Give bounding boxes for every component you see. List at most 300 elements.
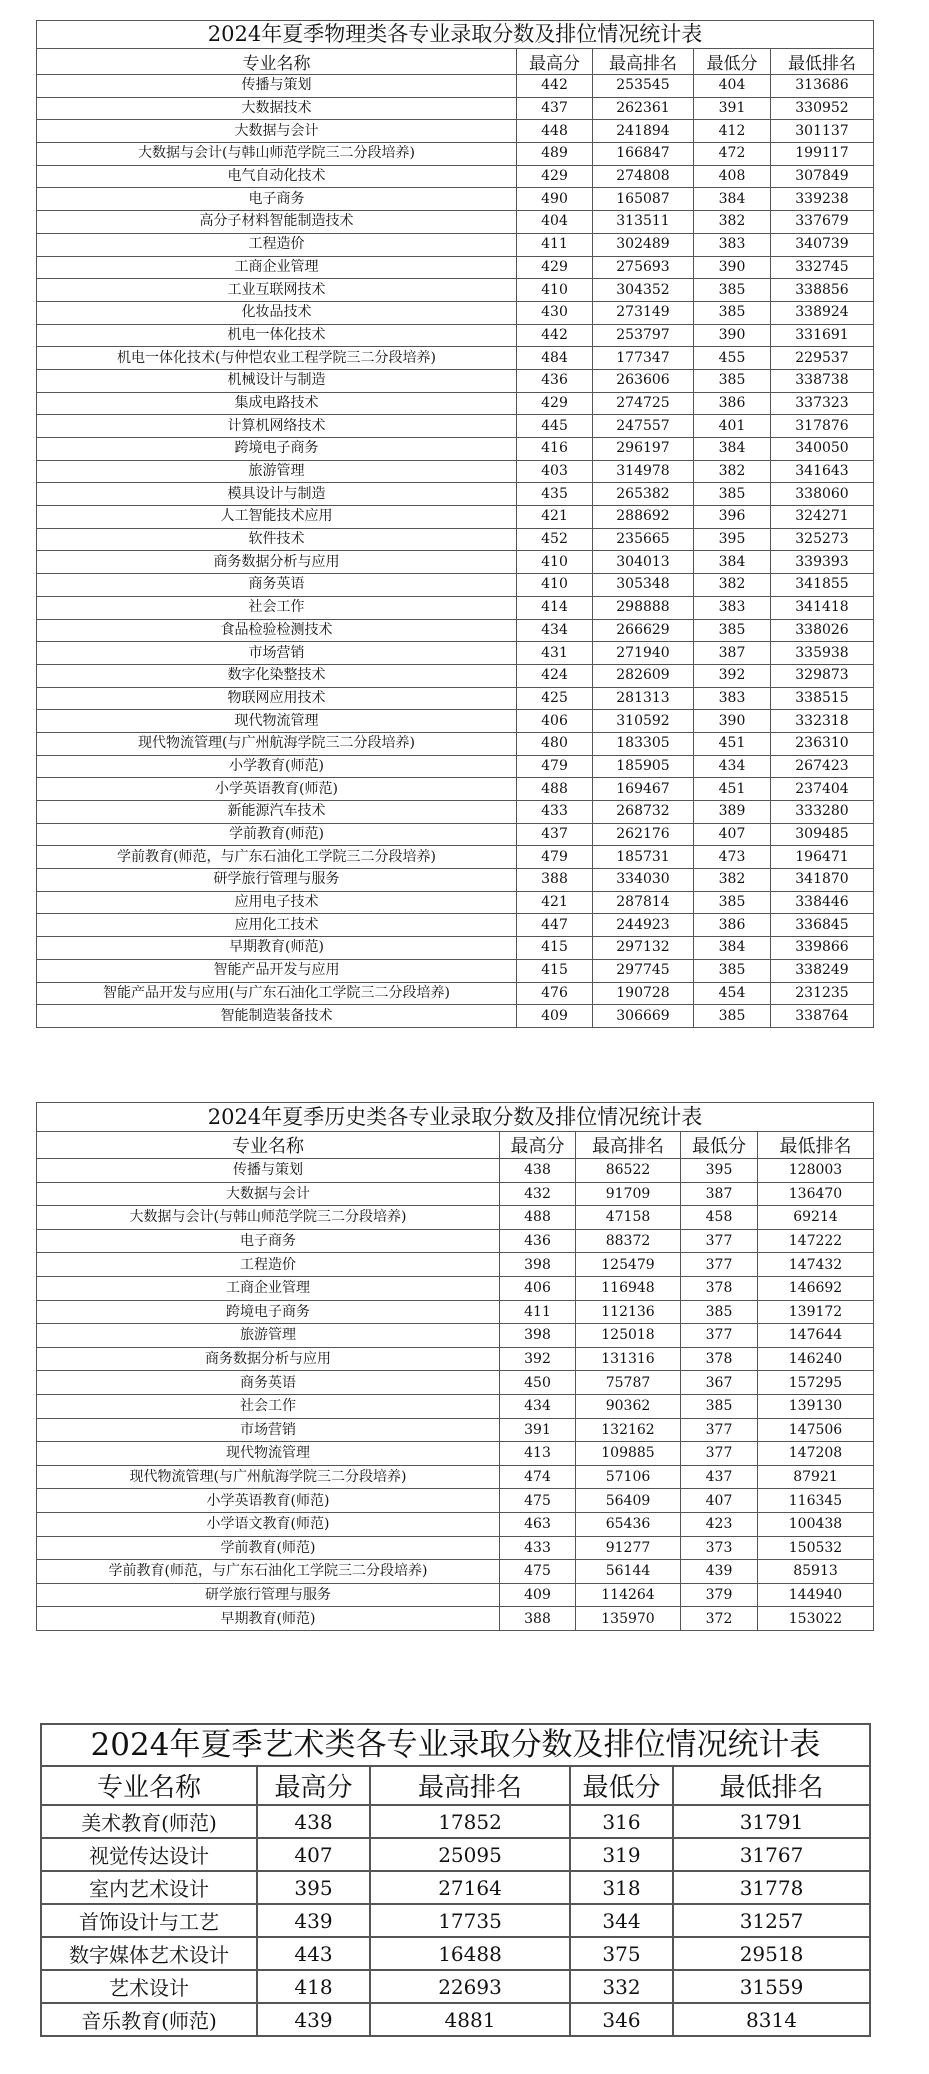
cell-min-rank: 157295 (758, 1371, 874, 1395)
cell-major: 学前教育(师范) (37, 823, 517, 846)
table-row (41, 1805, 870, 1838)
cell-min-score: 382 (694, 211, 771, 234)
cell-major: 社会工作 (37, 596, 517, 619)
cell-max-score: 410 (517, 279, 593, 302)
cell-min-rank: 116345 (758, 1489, 874, 1513)
cell-max-score: 429 (517, 165, 593, 188)
table-row (37, 483, 874, 506)
cell-max-rank: 273149 (593, 301, 694, 324)
table-row (37, 1347, 874, 1371)
cell-min-score: 384 (694, 188, 771, 211)
cell-min-score: 473 (694, 846, 771, 869)
cell-major: 智能产品开发与应用 (37, 959, 517, 982)
cell-max-rank: 131316 (576, 1347, 681, 1371)
table-row (41, 1937, 870, 1970)
cell-min-rank: 196471 (771, 846, 874, 869)
cell-max-score: 438 (500, 1159, 576, 1183)
cell-min-score: 383 (694, 596, 771, 619)
cell-max-rank: 268732 (593, 801, 694, 824)
cell-min-score: 373 (681, 1536, 758, 1560)
cell-max-score: 463 (500, 1512, 576, 1536)
cell-min-rank: 338515 (771, 687, 874, 710)
cell-major: 大数据与会计 (37, 1182, 500, 1206)
cell-max-score: 411 (517, 233, 593, 256)
cell-min-score: 451 (694, 778, 771, 801)
cell-min-score: 385 (694, 301, 771, 324)
cell-max-rank: 262361 (593, 97, 694, 120)
cell-max-score: 388 (500, 1607, 576, 1631)
cell-major: 食品检验检测技术 (37, 619, 517, 642)
cell-max-rank: 135970 (576, 1607, 681, 1631)
table-row (37, 846, 874, 869)
cell-min-rank: 31767 (673, 1838, 870, 1871)
cell-major: 商务英语 (37, 574, 517, 597)
cell-major: 大数据与会计(与韩山师范学院三二分段培养) (37, 1206, 500, 1230)
cell-min-rank: 338764 (771, 1005, 874, 1028)
cell-min-score: 367 (681, 1371, 758, 1395)
cell-min-score: 375 (570, 1937, 673, 1970)
cell-max-rank: 274808 (593, 165, 694, 188)
cell-min-score: 390 (694, 324, 771, 347)
cell-major: 智能制造装备技术 (37, 1005, 517, 1028)
table-row (37, 301, 874, 324)
cell-min-score: 401 (694, 415, 771, 438)
cell-min-rank: 85913 (758, 1560, 874, 1584)
cell-min-rank: 339393 (771, 551, 874, 574)
table-row (37, 324, 874, 347)
cell-major: 旅游管理 (37, 1324, 500, 1348)
cell-max-rank: 263606 (593, 369, 694, 392)
table-row (37, 869, 874, 892)
cell-min-rank: 332745 (771, 256, 874, 279)
cell-max-rank: 262176 (593, 823, 694, 846)
cell-max-score: 398 (500, 1253, 576, 1277)
cell-min-rank: 324271 (771, 506, 874, 529)
cell-max-rank: 56144 (576, 1560, 681, 1584)
cell-max-rank: 114264 (576, 1583, 681, 1607)
cell-major: 研学旅行管理与服务 (37, 869, 517, 892)
cell-major: 社会工作 (37, 1394, 500, 1418)
cell-min-score: 391 (694, 97, 771, 120)
cell-min-rank: 301137 (771, 120, 874, 143)
cell-max-score: 443 (257, 1937, 370, 1970)
cell-max-rank: 165087 (593, 188, 694, 211)
table-row (41, 2003, 870, 2036)
cell-max-score: 411 (500, 1300, 576, 1324)
cell-max-rank: 302489 (593, 233, 694, 256)
table-row (37, 165, 874, 188)
cell-major: 应用电子技术 (37, 891, 517, 914)
cell-max-rank: 247557 (593, 415, 694, 438)
cell-max-rank: 314978 (593, 460, 694, 483)
cell-major: 研学旅行管理与服务 (37, 1583, 500, 1607)
cell-max-rank: 313511 (593, 211, 694, 234)
cell-max-rank: 288692 (593, 506, 694, 529)
cell-max-rank: 88372 (576, 1229, 681, 1253)
cell-max-score: 414 (517, 596, 593, 619)
cell-min-score: 385 (694, 891, 771, 914)
cell-major: 大数据与会计(与韩山师范学院三二分段培养) (37, 143, 517, 166)
cell-min-score: 385 (694, 619, 771, 642)
cell-max-score: 392 (500, 1347, 576, 1371)
art-table (40, 1723, 871, 2037)
cell-major: 现代物流管理 (37, 1442, 500, 1466)
cell-min-rank: 231235 (771, 982, 874, 1005)
cell-max-rank: 281313 (593, 687, 694, 710)
physics-header-row (37, 49, 874, 75)
cell-max-score: 437 (517, 97, 593, 120)
cell-min-score: 377 (681, 1253, 758, 1277)
table-row (41, 1871, 870, 1904)
cell-major: 旅游管理 (37, 460, 517, 483)
cell-min-score: 407 (694, 823, 771, 846)
cell-max-score: 475 (500, 1560, 576, 1584)
cell-min-rank: 339238 (771, 188, 874, 211)
table-row (37, 801, 874, 824)
cell-min-rank: 338856 (771, 279, 874, 302)
cell-max-score: 395 (257, 1871, 370, 1904)
cell-min-rank: 146240 (758, 1347, 874, 1371)
cell-max-rank: 297132 (593, 937, 694, 960)
table-row (37, 732, 874, 755)
cell-min-score: 385 (694, 1005, 771, 1028)
cell-major: 传播与策划 (37, 75, 517, 98)
cell-min-rank: 144940 (758, 1583, 874, 1607)
cell-max-score: 439 (257, 2003, 370, 2036)
cell-min-rank: 236310 (771, 732, 874, 755)
col-header-max-rank: 最高排名 (593, 49, 694, 75)
cell-min-rank: 147506 (758, 1418, 874, 1442)
cell-major: 学前教育(师范，与广东石油化工学院三二分段培养) (37, 1560, 500, 1584)
cell-max-rank: 185905 (593, 755, 694, 778)
cell-min-score: 382 (694, 574, 771, 597)
cell-min-rank: 69214 (758, 1206, 874, 1230)
col-header-min-score: 最低分 (570, 1766, 673, 1805)
cell-max-score: 424 (517, 664, 593, 687)
cell-major: 现代物流管理(与广州航海学院三二分段培养) (37, 732, 517, 755)
cell-min-rank: 339866 (771, 937, 874, 960)
cell-major: 工程造价 (37, 233, 517, 256)
cell-max-score: 421 (517, 891, 593, 914)
cell-min-rank: 139172 (758, 1300, 874, 1324)
table-row (37, 1607, 874, 1631)
cell-major: 首饰设计与工艺 (41, 1904, 257, 1937)
cell-max-rank: 304013 (593, 551, 694, 574)
cell-max-score: 404 (517, 211, 593, 234)
cell-min-rank: 335938 (771, 642, 874, 665)
cell-min-rank: 31559 (673, 1970, 870, 2003)
table-row (37, 143, 874, 166)
cell-min-score: 412 (694, 120, 771, 143)
cell-major: 早期教育(师范) (37, 1607, 500, 1631)
table-row (41, 1970, 870, 2003)
cell-max-score: 406 (500, 1276, 576, 1300)
table-row (37, 937, 874, 960)
cell-max-score: 484 (517, 347, 593, 370)
cell-min-score: 384 (694, 937, 771, 960)
table-row (37, 642, 874, 665)
cell-max-score: 479 (517, 846, 593, 869)
cell-max-score: 410 (517, 574, 593, 597)
col-header-min-score: 最低分 (694, 49, 771, 75)
cell-min-score: 383 (694, 233, 771, 256)
cell-min-rank: 338924 (771, 301, 874, 324)
cell-min-score: 387 (681, 1182, 758, 1206)
cell-major: 工程造价 (37, 1253, 500, 1277)
cell-min-rank: 267423 (771, 755, 874, 778)
cell-max-score: 406 (517, 710, 593, 733)
cell-major: 商务数据分析与应用 (37, 551, 517, 574)
cell-max-score: 436 (517, 369, 593, 392)
cell-max-score: 436 (500, 1229, 576, 1253)
cell-min-rank: 31257 (673, 1904, 870, 1937)
cell-min-score: 385 (694, 959, 771, 982)
cell-min-rank: 29518 (673, 1937, 870, 1970)
cell-min-rank: 336845 (771, 914, 874, 937)
cell-min-score: 377 (681, 1442, 758, 1466)
cell-max-rank: 310592 (593, 710, 694, 733)
cell-major: 现代物流管理 (37, 710, 517, 733)
col-header-max-rank: 最高排名 (370, 1766, 570, 1805)
cell-max-score: 488 (517, 778, 593, 801)
table-row (37, 1276, 874, 1300)
cell-max-rank: 235665 (593, 528, 694, 551)
cell-max-rank: 190728 (593, 982, 694, 1005)
table-row (37, 1583, 874, 1607)
table-row (37, 256, 874, 279)
cell-max-score: 450 (500, 1371, 576, 1395)
cell-max-rank: 125018 (576, 1324, 681, 1348)
cell-max-score: 433 (517, 801, 593, 824)
cell-min-rank: 147222 (758, 1229, 874, 1253)
table-row (37, 891, 874, 914)
cell-max-rank: 65436 (576, 1512, 681, 1536)
cell-max-score: 410 (517, 551, 593, 574)
cell-min-rank: 128003 (758, 1159, 874, 1183)
cell-max-rank: 334030 (593, 869, 694, 892)
cell-max-score: 398 (500, 1324, 576, 1348)
table-row (37, 233, 874, 256)
cell-major: 新能源汽车技术 (37, 801, 517, 824)
cell-max-score: 431 (517, 642, 593, 665)
cell-major: 商务英语 (37, 1371, 500, 1395)
cell-major: 现代物流管理(与广州航海学院三二分段培养) (37, 1465, 500, 1489)
cell-major: 学前教育(师范，与广东石油化工学院三二分段培养) (37, 846, 517, 869)
cell-min-score: 316 (570, 1805, 673, 1838)
table-row (37, 1005, 874, 1028)
cell-max-rank: 17852 (370, 1805, 570, 1838)
cell-min-score: 382 (694, 869, 771, 892)
cell-min-score: 385 (681, 1300, 758, 1324)
cell-min-rank: 330952 (771, 97, 874, 120)
table-row (37, 1324, 874, 1348)
cell-min-rank: 340050 (771, 438, 874, 461)
cell-min-score: 389 (694, 801, 771, 824)
col-header-major: 专业名称 (37, 49, 517, 75)
cell-min-score: 434 (694, 755, 771, 778)
cell-major: 数字化染整技术 (37, 664, 517, 687)
cell-min-rank: 338026 (771, 619, 874, 642)
cell-max-score: 438 (257, 1805, 370, 1838)
cell-max-score: 429 (517, 392, 593, 415)
table-row (37, 914, 874, 937)
cell-max-rank: 112136 (576, 1300, 681, 1324)
cell-max-rank: 47158 (576, 1206, 681, 1230)
cell-major: 大数据与会计 (37, 120, 517, 143)
table-row (37, 664, 874, 687)
cell-major: 大数据技术 (37, 97, 517, 120)
cell-max-score: 418 (257, 1970, 370, 2003)
cell-min-rank: 147644 (758, 1324, 874, 1348)
cell-min-score: 378 (681, 1276, 758, 1300)
cell-min-rank: 307849 (771, 165, 874, 188)
table-row (37, 1512, 874, 1536)
cell-max-score: 488 (500, 1206, 576, 1230)
cell-major: 机械设计与制造 (37, 369, 517, 392)
cell-min-rank: 337323 (771, 392, 874, 415)
cell-min-rank: 338738 (771, 369, 874, 392)
cell-major: 跨境电子商务 (37, 438, 517, 461)
cell-min-score: 437 (681, 1465, 758, 1489)
cell-min-rank: 309485 (771, 823, 874, 846)
cell-major: 跨境电子商务 (37, 1300, 500, 1324)
cell-max-score: 442 (517, 324, 593, 347)
table-row (37, 438, 874, 461)
table-row (37, 347, 874, 370)
cell-max-rank: 16488 (370, 1937, 570, 1970)
cell-min-rank: 229537 (771, 347, 874, 370)
cell-max-score: 475 (500, 1489, 576, 1513)
cell-min-rank: 153022 (758, 1607, 874, 1631)
col-header-max-score: 最高分 (257, 1766, 370, 1805)
cell-min-score: 318 (570, 1871, 673, 1904)
col-header-major: 专业名称 (37, 1132, 500, 1159)
cell-min-rank: 331691 (771, 324, 874, 347)
art-header-row (41, 1766, 870, 1805)
cell-max-rank: 169467 (593, 778, 694, 801)
cell-major: 人工智能技术应用 (37, 506, 517, 529)
cell-max-rank: 306669 (593, 1005, 694, 1028)
cell-min-score: 390 (694, 710, 771, 733)
cell-major: 电气自动化技术 (37, 165, 517, 188)
cell-max-score: 391 (500, 1418, 576, 1442)
cell-min-score: 377 (681, 1229, 758, 1253)
cell-max-score: 409 (517, 1005, 593, 1028)
cell-major: 室内艺术设计 (41, 1871, 257, 1904)
cell-min-rank: 341855 (771, 574, 874, 597)
cell-min-score: 386 (694, 914, 771, 937)
table-row (37, 1442, 874, 1466)
cell-max-score: 421 (517, 506, 593, 529)
table-row (37, 959, 874, 982)
cell-max-score: 447 (517, 914, 593, 937)
cell-major: 应用化工技术 (37, 914, 517, 937)
table-row (37, 1418, 874, 1442)
cell-major: 音乐教育(师范) (41, 2003, 257, 2036)
cell-min-rank: 341418 (771, 596, 874, 619)
cell-major: 早期教育(师范) (37, 937, 517, 960)
table-row (37, 619, 874, 642)
cell-major: 化妆品技术 (37, 301, 517, 324)
cell-min-rank: 31778 (673, 1871, 870, 1904)
table-row (37, 120, 874, 143)
cell-max-rank: 75787 (576, 1371, 681, 1395)
cell-min-rank: 337679 (771, 211, 874, 234)
cell-major: 市场营销 (37, 1418, 500, 1442)
cell-min-rank: 136470 (758, 1182, 874, 1206)
cell-max-rank: 116948 (576, 1276, 681, 1300)
cell-max-score: 435 (517, 483, 593, 506)
cell-min-rank: 329873 (771, 664, 874, 687)
table-row (37, 1182, 874, 1206)
cell-max-rank: 265382 (593, 483, 694, 506)
cell-major: 艺术设计 (41, 1970, 257, 2003)
cell-max-rank: 25095 (370, 1838, 570, 1871)
cell-min-score: 390 (694, 256, 771, 279)
table-row (37, 369, 874, 392)
cell-max-rank: 274725 (593, 392, 694, 415)
cell-max-score: 430 (517, 301, 593, 324)
cell-major: 市场营销 (37, 642, 517, 665)
cell-max-rank: 177347 (593, 347, 694, 370)
cell-max-rank: 90362 (576, 1394, 681, 1418)
cell-max-rank: 125479 (576, 1253, 681, 1277)
cell-max-rank: 282609 (593, 664, 694, 687)
table-row (37, 1560, 874, 1584)
cell-max-score: 442 (517, 75, 593, 98)
cell-min-score: 384 (694, 438, 771, 461)
cell-major: 美术教育(师范) (41, 1805, 257, 1838)
cell-min-score: 423 (681, 1512, 758, 1536)
cell-min-rank: 325273 (771, 528, 874, 551)
col-header-min-rank: 最低排名 (771, 49, 874, 75)
cell-major: 商务数据分析与应用 (37, 1347, 500, 1371)
table-row (37, 506, 874, 529)
cell-max-score: 437 (517, 823, 593, 846)
cell-max-score: 409 (500, 1583, 576, 1607)
cell-min-rank: 87921 (758, 1465, 874, 1489)
cell-min-rank: 199117 (771, 143, 874, 166)
table-row (37, 528, 874, 551)
cell-min-rank: 338249 (771, 959, 874, 982)
cell-max-score: 439 (257, 1904, 370, 1937)
physics-table (36, 20, 874, 1028)
table-row (37, 755, 874, 778)
table-row (37, 460, 874, 483)
cell-max-rank: 253797 (593, 324, 694, 347)
cell-major: 数字媒体艺术设计 (41, 1937, 257, 1970)
physics-table-title: 2024年夏季物理类各专业录取分数及排位情况统计表 (36, 20, 874, 48)
cell-min-score: 455 (694, 347, 771, 370)
table-row (37, 982, 874, 1005)
cell-min-rank: 146692 (758, 1276, 874, 1300)
cell-max-score: 433 (500, 1536, 576, 1560)
table-row (37, 188, 874, 211)
table-row (37, 551, 874, 574)
cell-min-rank: 340739 (771, 233, 874, 256)
cell-major: 小学教育(师范) (37, 755, 517, 778)
cell-max-rank: 56409 (576, 1489, 681, 1513)
history-table (36, 1102, 874, 1631)
table-row (37, 1371, 874, 1395)
col-header-max-score: 最高分 (500, 1132, 576, 1159)
cell-min-rank: 338446 (771, 891, 874, 914)
table-row (37, 392, 874, 415)
cell-min-score: 319 (570, 1838, 673, 1871)
table-row (37, 1300, 874, 1324)
cell-max-score: 489 (517, 143, 593, 166)
cell-min-score: 396 (694, 506, 771, 529)
